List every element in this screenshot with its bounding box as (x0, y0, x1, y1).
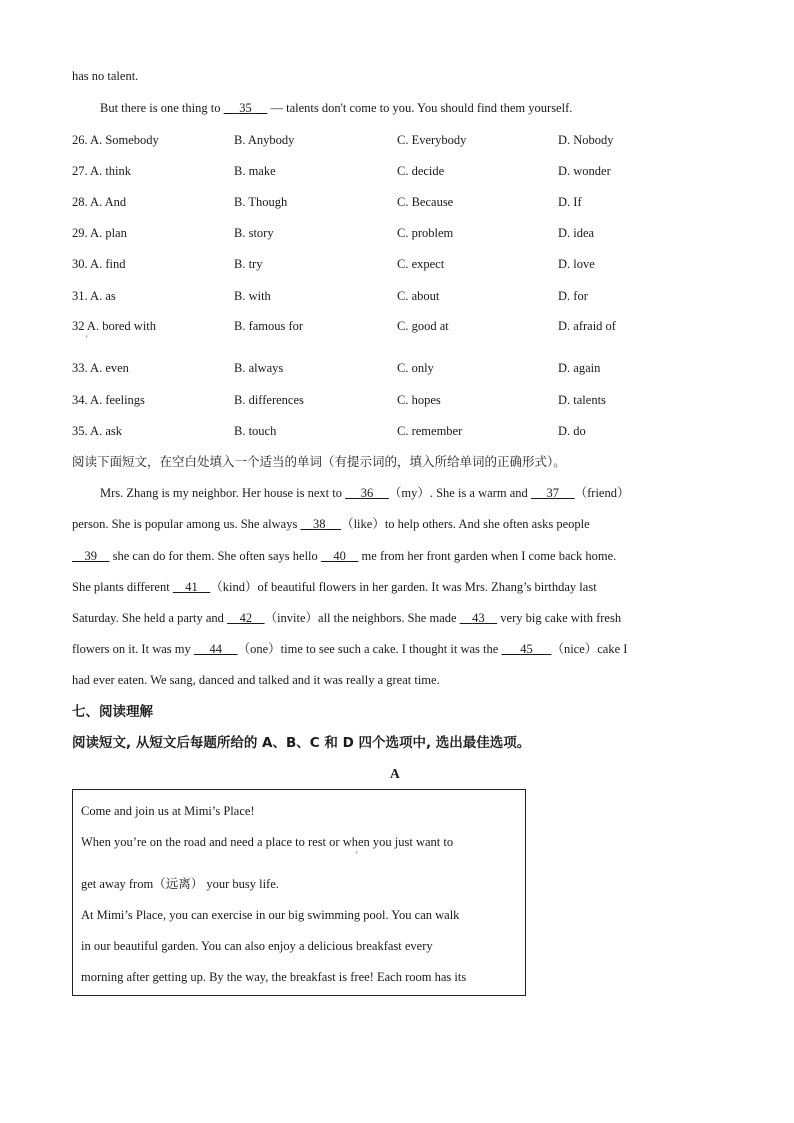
option-a: 33. A. even (72, 361, 129, 375)
text-segment: — talents don't come to you. You should find them yourself. (267, 101, 573, 115)
option-b: B. differences (234, 393, 304, 407)
blank-42: 42 (239, 611, 253, 625)
option-b: B. try (234, 257, 263, 271)
option-b: B. story (234, 226, 274, 240)
section-title: 七、阅读理解 (72, 704, 153, 720)
passage-line (100, 100, 572, 116)
blank-38: 38 (312, 517, 326, 531)
option-b: B. with (234, 289, 271, 303)
option-c: C. about (397, 289, 440, 303)
option-a: 35. A. ask (72, 424, 122, 438)
passage-line: 39 she can do for them. She often says hello 40 me from her front garden when I come back home. (72, 548, 616, 564)
passage-line: has no talent. (72, 69, 139, 83)
option-d: D. talents (558, 393, 606, 407)
passage-line: She plants different 41 （kind）of beautiful flowers in her garden. It was Mrs. Zhang’s birthday last (72, 580, 597, 594)
option-d: D. love (558, 257, 595, 271)
option-a: 28. A. And (72, 195, 127, 209)
option-a: 26. A. Somebody (72, 133, 159, 147)
blank-40: 40 (333, 549, 346, 563)
blank-36: 36 (360, 486, 374, 500)
option-d: D. If (558, 195, 582, 209)
blank-43: 43 (472, 611, 485, 625)
option-a: 29. A. plan (72, 226, 127, 240)
box-line: in our beautiful garden. You can also enjoy a delicious breakfast every (81, 939, 433, 953)
option-d: D. Nobody (558, 133, 614, 147)
option-a: 34. A. feelings (72, 393, 145, 407)
option-c: C. good at (397, 319, 449, 333)
option-d: D. do (558, 424, 586, 438)
option-c: C. Because (397, 195, 454, 209)
option-c: C. problem (397, 226, 454, 240)
option-d: D. again (558, 361, 601, 375)
option-a: 30. A. find (72, 257, 126, 271)
option-c: C. decide (397, 164, 445, 178)
option-d: D. idea (558, 226, 595, 240)
passage-line: flowers on it. It was my 44 （one）time to see such a cake. I thought it was the 45 （nice）cake I (72, 642, 628, 656)
passage-line: Mrs. Zhang is my neighbor. Her house is next to 36 （my）. She is a warm and 37 （friend） (100, 486, 630, 500)
option-b: B. make (234, 164, 276, 178)
option-b: B. Anybody (234, 133, 295, 147)
option-b: B. famous for (234, 319, 304, 333)
dot-mark: ' (356, 850, 358, 860)
box-line: get away from（远离） your busy life. (81, 877, 279, 891)
option-c: C. remember (397, 424, 463, 438)
box-line: morning after getting up. By the way, the breakfast is free! Each room has its (81, 970, 467, 984)
dot-mark: ' (86, 334, 88, 344)
option-b: B. always (234, 361, 284, 375)
option-b: B. touch (234, 424, 277, 438)
blank-39: 39 (84, 549, 97, 563)
box-line: When you’re on the road and need a place to rest or when you just want to (81, 835, 454, 849)
blank-44: 44 (209, 642, 222, 656)
passage-line: had ever eaten. We sang, danced and talked and it was really a great time. (72, 673, 440, 687)
option-a: 31. A. as (72, 289, 116, 303)
option-a: 27. A. think (72, 164, 132, 178)
passage-line: person. She is popular among us. She always 38 （like）to help others. And she often asks people (72, 517, 590, 531)
section-instruction: 阅读短文, 从短文后每题所给的 A、B、C 和 D 四个选项中, 选出最佳选项。 (72, 735, 531, 751)
box-line: At Mimi’s Place, you can exercise in our big swimming pool. You can walk (81, 908, 460, 922)
text-segment: But there is one thing to (100, 101, 224, 115)
option-c: C. Everybody (397, 133, 467, 147)
blank-37: 37 (546, 486, 559, 500)
option-d: D. afraid of (558, 319, 616, 333)
passage-a-box (72, 789, 526, 996)
option-c: C. expect (397, 257, 445, 271)
option-b: B. Though (234, 195, 288, 209)
box-line: Come and join us at Mimi’s Place! (81, 804, 255, 818)
blank-45: 45 (520, 642, 533, 656)
option-c: C. only (397, 361, 434, 375)
passage-label: A (390, 766, 400, 781)
option-a: 32 A. bored with (72, 319, 157, 333)
passage-line: Saturday. She held a party and 42 （invite）all the neighbors. She made 43 very big cake with fresh (72, 611, 622, 625)
cloze-instruction: 阅读下面短文，在空白处填入一个适当的单词（有提示词的，填入所给单词的正确形式）。 (72, 454, 566, 469)
option-c: C. hopes (397, 393, 441, 407)
blank-41: 41 (185, 580, 198, 594)
blank-35: 35 (239, 101, 252, 115)
option-d: D. for (558, 289, 588, 303)
option-d: D. wonder (558, 164, 611, 178)
